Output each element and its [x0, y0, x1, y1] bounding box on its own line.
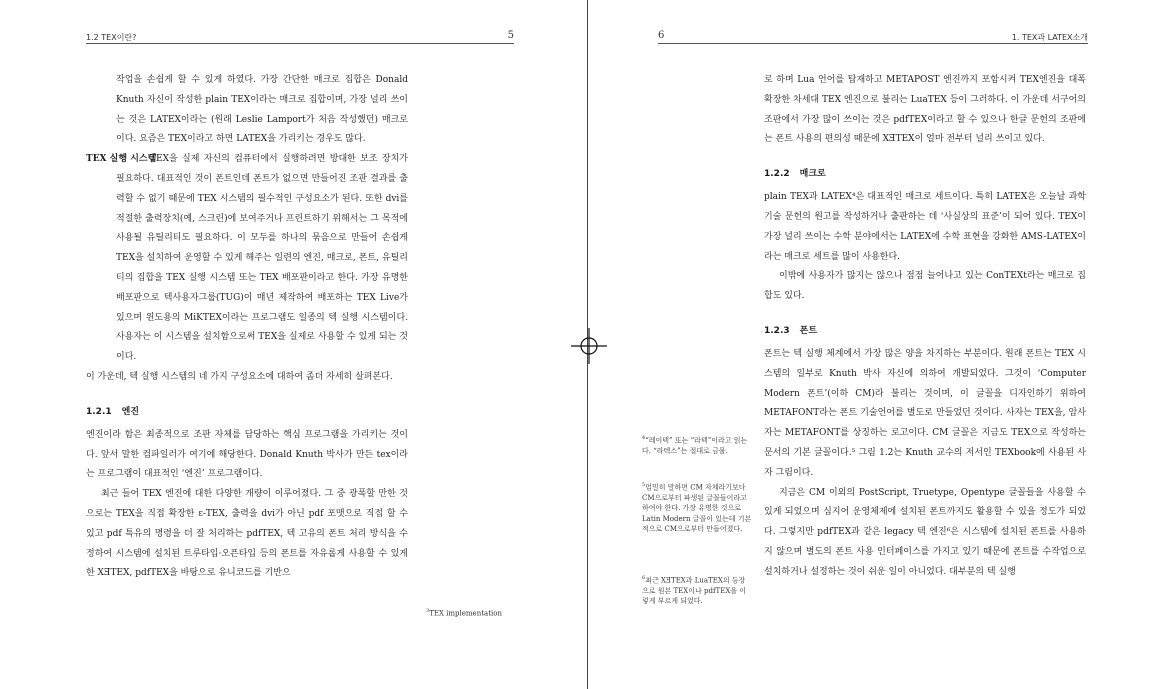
footnote-mark: 6 — [642, 575, 646, 581]
footnote — [426, 606, 546, 619]
section-heading-engine — [86, 402, 408, 422]
side-footnote — [642, 480, 752, 535]
footnote-text: “레이텍” 또는 “라텍”이라고 읽는다. “라텍스”는 절대로 금물. — [642, 436, 748, 455]
section-heading-font — [764, 321, 1086, 341]
header-rule — [86, 43, 514, 44]
running-header-title: 1.2 TEX이란? — [86, 33, 137, 42]
footnote-mark: 5 — [642, 482, 646, 488]
section-number: 1.2.1 — [86, 406, 112, 417]
section-title: 폰트 — [799, 325, 818, 336]
body-paragraph: 이밖에 사용자가 많지는 않으나 점점 늘어나고 있는 ConTEXt라는 매크로 집합도 있다. — [764, 271, 1086, 302]
definition-item — [86, 150, 408, 368]
side-footnote — [642, 573, 752, 607]
body-paragraph: 지금은 CM 이외의 PostScript, Truetype, Opentype 글꼴들을 사용할 수 있게 되었으며 심지어 운영체제에 설치된 폰트까지도 활용할 수 있을 정도가 되었다. 그렇지만 pdfTEX과 같은 legacy 텍 엔진⁶은 시스템에 설치된 폰트를 사용하지 않으며 별도의 폰트 사용 인터페이스를 가지고 있기 때문에 폰트를 수작업으로 설치하거나 설정하는 것이 쉬운 일이 아니었다. 대부분의 텍 실행 — [764, 487, 1086, 577]
section-number: 1.2.2 — [764, 169, 790, 180]
page-number: 6 — [658, 30, 665, 41]
running-header-title: 1. TEX과 LATEX소개 — [1011, 33, 1088, 42]
definition-body: TEX을 실제 자신의 컴퓨터에서 실행하려면 방대한 보조 장치가 필요하다. 대표적인 것이 폰트인데 폰트가 없으면 만들어진 조판 결과를 출력할 수 없기 때문에 TEX 시스템의 필수적인 구성요소가 된다. 또한 dvi를 적절한 출력장치(예, 스크린)에 보여주거나 프린트하기 위해서는 그 목적에 사용될 유틸리티도 필요하다. 이 모두를 하나의 묶음으로 만들어 손쉽게 TEX을 설치하여 운영할 수 있게 해주는 일련의 엔진, 매크로, 폰트, 유틸리티의 집합을 TEX 실행 시스템 또는 TEX 배포판이라고 한다. 가장 유명한 배포판으로 텍사용자그룹(TUG)이 매년 제작하여 배포하는 TEX Live가 있으며 윈도용의 MiKTEX이라는 프로그램도 일종의 텍 실행 시스템이다. 사용자는 이 시스템을 설치함으로써 TEX을 실제로 사용할 수 있게 되는 것이다. — [116, 154, 408, 363]
footnote-text: 엄밀히 말하면 CM 자체라기보다 CM으로부터 파생된 글꼴들이라고 하여야 한다. 가장 유명한 것으로 Latin Modern 글꼴이 있는데 기본적으로 CM으로부터 만들어졌다. — [642, 483, 752, 534]
page-number: 5 — [507, 30, 514, 41]
body-paragraph: 엔진이라 함은 최종적으로 조판 자체를 담당하는 핵심 프로그램을 가리키는 것이다. 앞서 말한 컴파일러가 여기에 해당한다. Donald Knuth 박사가 만든 tex이라는 프로그램이 대표적인 ‘엔진’ 프로그램이다. — [86, 429, 408, 480]
footnote-mark: 3 — [426, 608, 430, 614]
running-header — [86, 30, 514, 44]
continued-paragraph: 작업을 손쉽게 할 수 있게 하였다. 가장 간단한 매크로 집합은 Donald Knuth 자신이 작성한 plain TEX이라는 매크로 집합이며, 가장 널리 쓰이는 것은 LATEX이라는 (원래 Leslie Lamport가 처음 작성했던) 매크로이다. 요즘은 TEX이라고 하면 LATEX을 가리키는 경우도 많다. — [116, 75, 408, 145]
continued-paragraph: 로 하며 Lua 언어를 탑재하고 METAPOST 엔진까지 포함시켜 TEX엔진을 대폭 확장한 차세대 TEX 엔진으로 불리는 LuaTEX 등이 그러하다. 이 가운데 서구어의 조판에서 가장 많이 쓰이는 것은 pdfTEX이라고 할 수 있으나 한글 문헌의 조판에는 폰트 사용의 편의성 때문에 XƎTEX이 얼마 전부터 널리 쓰이고 있다. — [764, 75, 1086, 145]
section-number: 1.2.3 — [764, 325, 790, 336]
body-paragraph: plain TEX과 LATEX⁴은 대표적인 매크로 세트이다. 특히 LATEX은 오늘날 과학 기술 문헌의 원고를 작성하거나 출판하는 데 ‘사실상의 표준’이 되어 있다. TEX이 가장 널리 쓰이는 수학 분야에서는 LATEX에 수학 표현을 강화한 AMS-LATEX이라는 매크로 세트를 많이 사용한다. — [764, 192, 1086, 262]
body-paragraph: 최근 들어 TEX 엔진에 대한 다양한 개량이 이루어졌다. 그 중 광폭할 만한 것으로는 TEX을 직접 확장한 ε-TEX, 출력을 dvi가 아닌 pdf 포맷으로 직접 할 수 있고 pdf 특유의 명령을 더 잘 처리하는 pdfTEX, 텍 고유의 폰트 처리 방식을 수정하여 시스템에 설치된 트루타입·오픈타입 등의 폰트를 자유롭게 사용할 수 있게 한 XƎTEX, pdfTEX을 바탕으로 유니코드를 기반으 — [86, 489, 408, 579]
footnote-mark: 4 — [642, 435, 646, 441]
side-footnote — [642, 433, 752, 456]
section-title: 엔진 — [121, 406, 140, 417]
right-page — [588, 0, 1174, 689]
left-body-text — [86, 71, 408, 584]
right-body-text — [764, 71, 1086, 583]
section-heading-macro — [764, 164, 1086, 184]
body-paragraph: 폰트는 텍 실행 체계에서 가장 많은 양을 차지하는 부분이다. 원래 폰트는 TEX 시스템의 일부로 Knuth 박사 자신에 의하여 개발되었다. 그것이 ‘Computer Modern 폰트’(이하 CM)라 불리는 것이며, 이 글꼴을 디자인하기 위하여 METAFONT라는 폰트 기술언어를 별도로 만들었던 것이다. 사자는 TEX을, 암사자는 METAFONT를 상징하는 로고이다. CM 글꼴은 지금도 TEX으로 작성하는 문서의 기본 글꼴이다.⁵ 그림 1.2는 Knuth 교수의 저서인 TEXbook에 사용된 사자 그림이다. — [764, 348, 1086, 478]
running-header — [658, 30, 1088, 44]
footnote-text: 최근 XƎTEX과 LuaTEX의 등장으로 원본 TEX이나 pdfTEX을 이렇게 부르게 되었다. — [642, 576, 747, 606]
header-rule — [658, 43, 1088, 44]
footnote-text: TEX implementation — [429, 609, 502, 618]
definition-term: TEX 실행 시스템 — [86, 154, 157, 165]
section-title: 매크로 — [799, 169, 826, 180]
closing-paragraph: 이 가운데, 텍 실행 시스템의 네 가지 구성요소에 대하여 좀더 자세히 살펴본다. — [86, 371, 393, 382]
